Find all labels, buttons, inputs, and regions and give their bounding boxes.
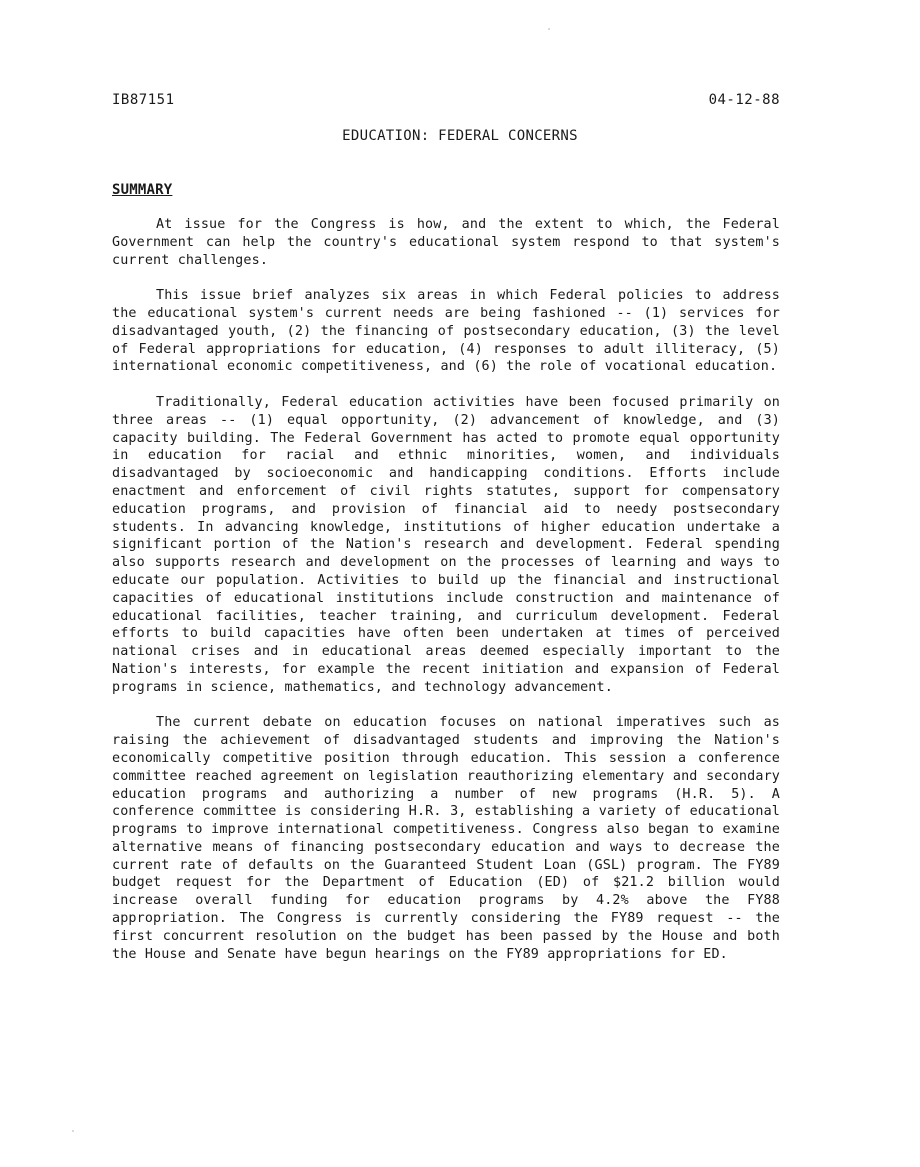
summary-paragraph-2: This issue brief analyzes six areas in which Federal policies to address the educational system's current needs are being fashioned -- (1) services for disadvantaged youth, (2) the financing of postsecondary education, (3) the level of Federal appropriations for education, (4) responses to adult illiteracy, (5) international economic competitiveness, and (6) the role of vocational education. [112,288,780,375]
summary-heading: SUMMARY [112,182,173,198]
summary-paragraph-3: Traditionally, Federal education activities have been focused primarily on three areas -- (1) equal opportunity, (2) advancement of knowledge, and (3) capacity building. The Federal Government has acted to promote equal opportunity in education for racial and ethnic minorities, women, and individuals disadvantaged by socioeconomic and handicapping conditions. Efforts include enactment and enforcement of civil rights statutes, support for compensatory education programs, and provision of financial aid to needy postsecondary students. In advancing knowledge, institutions of higher education undertake a significant portion of the Nation's research and development. Federal spending also supports research and development on the processes of learning and ways to educate our population. Activities to build up the financial and instructional capacities of educational institutions include construction and maintenance of educational facilities, teacher training, and curriculum development. Federal efforts to build capacities have often been undertaken at times of perceived national crises and in educational areas deemed especially important to the Nation's interests, for example the recent initiation and expansion of Federal programs in science, mathematics, and technology advancement. [112,394,780,695]
scan-speck [72,1130,74,1132]
page-title: EDUCATION: FEDERAL CONCERNS [342,128,578,144]
document-id: IB87151 [112,92,175,108]
scan-speck [548,28,550,30]
summary-body [112,216,780,981]
document-date: 04-12-88 [708,92,780,108]
summary-paragraph-1: At issue for the Congress is how, and the extent to which, the Federal Government can help the country's educational system respond to that system's current challenges. [112,217,780,268]
summary-paragraph-4: The current debate on education focuses on national imperatives such as raising the achievement of disadvantaged students and improving the Nation's economically competitive position through education. This session a conference committee reached agreement on legislation reauthorizing elementary and secondary education programs and authorizing a number of new programs (H.R. 5). A conference committee is considering H.R. 3, establishing a variety of educational programs to improve international competitiveness. Congress also began to examine alternative means of financing postsecondary education and ways to decrease the current rate of defaults on the Guaranteed Student Loan (GSL) program. The FY89 budget request for the Department of Education (ED) of $21.2 billion would increase overall funding for education programs by 4.2% above the FY88 appropriation. The Congress is currently considering the FY89 request -- the first concurrent resolution on the budget has been passed by the House and both the House and Senate have begun hearings on the FY89 appropriations for ED. [112,715,780,962]
